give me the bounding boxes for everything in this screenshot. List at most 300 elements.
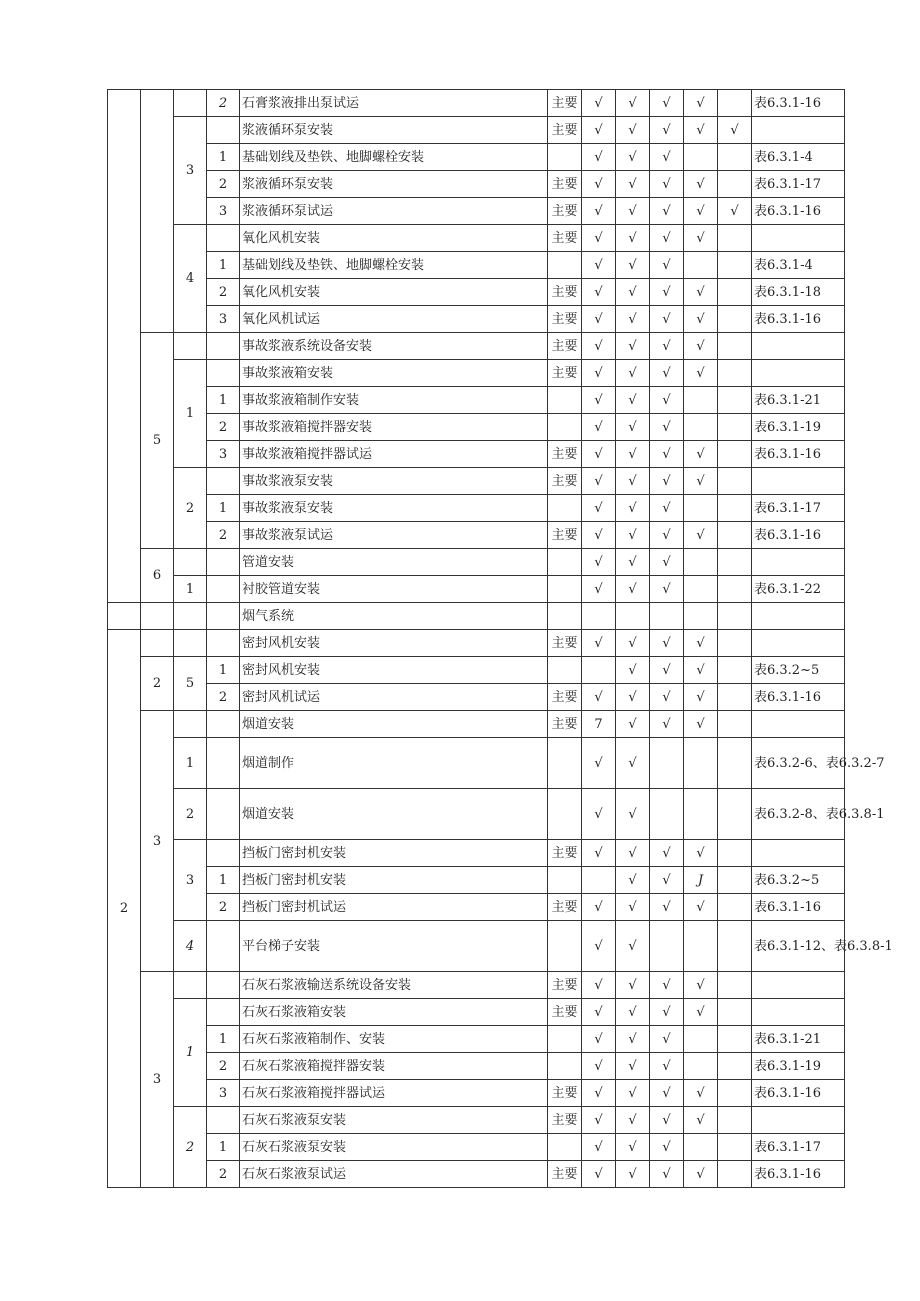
item-name: 事故浆液泵试运 [240, 522, 548, 549]
check-cell [718, 468, 752, 495]
check-cell: √ [616, 360, 650, 387]
check-cell: √ [684, 684, 718, 711]
check-cell [718, 522, 752, 549]
level3-cell: 1 [174, 360, 207, 468]
level3-cell [174, 630, 207, 657]
table-row [108, 279, 845, 306]
item-name: 氧化风机试运 [240, 306, 548, 333]
check-cell: √ [684, 1107, 718, 1134]
table-row [108, 738, 845, 789]
level3-cell: 2 [174, 468, 207, 549]
table-row [108, 1053, 845, 1080]
ref-cell: 表6.3.1-19 [752, 414, 845, 441]
grade-cell: 主要 [548, 522, 582, 549]
item-name: 事故浆液泵安装 [240, 468, 548, 495]
check-cell: √ [582, 684, 616, 711]
grade-cell: 主要 [548, 279, 582, 306]
check-cell: √ [650, 840, 684, 867]
item-name: 衬胶管道安装 [240, 576, 548, 603]
level3-cell [174, 549, 207, 576]
check-cell [718, 1080, 752, 1107]
check-cell [718, 333, 752, 360]
check-cell: √ [718, 117, 752, 144]
check-cell: √ [650, 630, 684, 657]
check-cell [718, 387, 752, 414]
check-cell: √ [718, 198, 752, 225]
check-cell: √ [684, 225, 718, 252]
level4-cell: 1 [207, 387, 240, 414]
ref-cell [752, 225, 845, 252]
check-cell: √ [582, 360, 616, 387]
grade-cell: 主要 [548, 972, 582, 999]
level3-cell: 3 [174, 117, 207, 225]
check-cell: √ [684, 171, 718, 198]
check-cell [718, 603, 752, 630]
grade-cell [548, 867, 582, 894]
check-cell: √ [582, 117, 616, 144]
check-cell: √ [684, 1080, 718, 1107]
check-cell [718, 1161, 752, 1188]
check-cell: J [684, 867, 718, 894]
check-cell: √ [582, 522, 616, 549]
check-cell: √ [650, 306, 684, 333]
check-cell: √ [582, 1026, 616, 1053]
check-cell [684, 576, 718, 603]
level2-cell: 3 [141, 972, 174, 1188]
ref-cell: 表6.3.1-22 [752, 576, 845, 603]
ref-cell [752, 840, 845, 867]
ref-cell: 表6.3.1-19 [752, 1053, 845, 1080]
table-row [108, 972, 845, 999]
level3-cell: 1 [174, 576, 207, 603]
table-row [108, 171, 845, 198]
check-cell: √ [616, 1107, 650, 1134]
table-row [108, 495, 845, 522]
table-row [108, 840, 845, 867]
check-cell [718, 1026, 752, 1053]
level4-cell: 1 [207, 144, 240, 171]
check-cell: √ [582, 279, 616, 306]
grade-cell: 主要 [548, 840, 582, 867]
check-cell: √ [650, 90, 684, 117]
check-cell: √ [616, 789, 650, 840]
check-cell [650, 603, 684, 630]
check-cell: √ [616, 306, 650, 333]
check-cell: √ [684, 441, 718, 468]
ref-cell: 表6.3.1-12、表6.3.8-1 [752, 921, 845, 972]
item-name: 事故浆液箱搅拌器安装 [240, 414, 548, 441]
ref-cell: 表6.3.1-4 [752, 144, 845, 171]
check-cell: √ [616, 1134, 650, 1161]
ref-cell: 表6.3.2~5 [752, 867, 845, 894]
check-cell: √ [582, 549, 616, 576]
check-cell: √ [650, 549, 684, 576]
check-cell [650, 921, 684, 972]
check-cell: √ [616, 144, 650, 171]
check-cell: √ [616, 867, 650, 894]
check-cell: √ [650, 972, 684, 999]
check-cell [718, 921, 752, 972]
check-cell: √ [616, 576, 650, 603]
level3-cell [174, 972, 207, 999]
item-name: 挡板门密封机试运 [240, 894, 548, 921]
check-cell [582, 603, 616, 630]
check-cell [718, 549, 752, 576]
check-cell: √ [650, 360, 684, 387]
check-cell: √ [616, 468, 650, 495]
check-cell: √ [582, 972, 616, 999]
item-name: 石灰石浆液泵安装 [240, 1134, 548, 1161]
check-cell: √ [582, 921, 616, 972]
check-cell [718, 972, 752, 999]
grade-cell: 主要 [548, 117, 582, 144]
level4-cell: 2 [207, 90, 240, 117]
ref-cell: 表6.3.1-18 [752, 279, 845, 306]
check-cell: √ [582, 1080, 616, 1107]
item-name: 事故浆液泵安装 [240, 495, 548, 522]
level3-cell: 1 [174, 999, 207, 1107]
check-cell: √ [582, 1134, 616, 1161]
level4-cell [207, 921, 240, 972]
level4-cell: 3 [207, 198, 240, 225]
check-cell: √ [582, 495, 616, 522]
ref-cell: 表6.3.1-16 [752, 441, 845, 468]
check-cell: √ [650, 1134, 684, 1161]
check-cell: √ [650, 441, 684, 468]
check-cell [684, 549, 718, 576]
grade-cell: 主要 [548, 468, 582, 495]
check-cell: √ [616, 684, 650, 711]
item-name: 石灰石浆液箱安装 [240, 999, 548, 1026]
item-name: 浆液循环泵安装 [240, 171, 548, 198]
grade-cell: 主要 [548, 1161, 582, 1188]
check-cell: √ [582, 1161, 616, 1188]
level4-cell: 2 [207, 684, 240, 711]
level2-cell [141, 90, 174, 333]
check-cell: √ [650, 279, 684, 306]
level4-cell: 2 [207, 171, 240, 198]
table-row [108, 387, 845, 414]
table-row [108, 549, 845, 576]
item-name: 氧化风机安装 [240, 279, 548, 306]
check-cell: √ [616, 738, 650, 789]
item-name: 烟道安装 [240, 789, 548, 840]
check-cell: √ [616, 972, 650, 999]
level4-cell [207, 576, 240, 603]
check-cell [684, 144, 718, 171]
check-cell: √ [616, 90, 650, 117]
check-cell: √ [650, 576, 684, 603]
check-cell: √ [650, 1107, 684, 1134]
check-cell: √ [616, 441, 650, 468]
grade-cell: 主要 [548, 90, 582, 117]
level2-cell [141, 603, 174, 630]
grade-cell [548, 657, 582, 684]
check-cell: √ [616, 711, 650, 738]
level4-cell [207, 789, 240, 840]
check-cell: √ [616, 414, 650, 441]
item-name: 挡板门密封机安装 [240, 840, 548, 867]
item-name: 密封风机试运 [240, 684, 548, 711]
grade-cell [548, 576, 582, 603]
grade-cell: 主要 [548, 333, 582, 360]
item-name: 事故浆液箱搅拌器试运 [240, 441, 548, 468]
level1-cell [108, 603, 141, 630]
ref-cell [752, 711, 845, 738]
check-cell: √ [582, 144, 616, 171]
item-name: 氧化风机安装 [240, 225, 548, 252]
grade-cell: 主要 [548, 1107, 582, 1134]
item-name: 烟道安装 [240, 711, 548, 738]
check-cell: √ [650, 171, 684, 198]
check-cell: √ [650, 225, 684, 252]
check-cell: √ [616, 630, 650, 657]
check-cell [650, 789, 684, 840]
grade-cell [548, 1134, 582, 1161]
table-row [108, 894, 845, 921]
check-cell: √ [582, 630, 616, 657]
check-cell: √ [616, 117, 650, 144]
ref-cell [752, 333, 845, 360]
check-cell: √ [582, 171, 616, 198]
check-cell: √ [616, 387, 650, 414]
table-row [108, 1080, 845, 1107]
level4-cell: 2 [207, 1161, 240, 1188]
check-cell: √ [650, 252, 684, 279]
grade-cell: 主要 [548, 198, 582, 225]
check-cell: √ [650, 1026, 684, 1053]
check-cell: √ [582, 90, 616, 117]
check-cell: √ [616, 252, 650, 279]
table-row [108, 684, 845, 711]
table-row [108, 921, 845, 972]
level3-cell: 3 [174, 840, 207, 921]
check-cell: √ [650, 657, 684, 684]
check-cell [718, 414, 752, 441]
check-cell: √ [684, 999, 718, 1026]
check-cell [718, 999, 752, 1026]
table-row [108, 468, 845, 495]
level4-cell [207, 1107, 240, 1134]
check-cell [718, 171, 752, 198]
check-cell [684, 495, 718, 522]
table-row [108, 603, 845, 630]
check-cell: √ [650, 1080, 684, 1107]
check-cell: √ [650, 387, 684, 414]
check-cell: √ [684, 468, 718, 495]
check-cell [718, 1134, 752, 1161]
level3-cell: 4 [174, 921, 207, 972]
check-cell: √ [684, 1161, 718, 1188]
grade-cell: 主要 [548, 630, 582, 657]
check-cell: √ [650, 711, 684, 738]
check-cell: √ [650, 144, 684, 171]
ref-cell: 表6.3.1-17 [752, 1134, 845, 1161]
grade-cell: 主要 [548, 225, 582, 252]
check-cell [718, 495, 752, 522]
grade-cell [548, 738, 582, 789]
check-cell [684, 414, 718, 441]
grade-cell [548, 921, 582, 972]
check-cell [718, 306, 752, 333]
level4-cell [207, 711, 240, 738]
grade-cell [548, 144, 582, 171]
item-name: 石灰石浆液箱搅拌器安装 [240, 1053, 548, 1080]
level4-cell [207, 360, 240, 387]
item-name: 事故浆液系统设备安装 [240, 333, 548, 360]
level4-cell: 2 [207, 894, 240, 921]
grade-cell [548, 1053, 582, 1080]
table-row [108, 414, 845, 441]
check-cell [718, 657, 752, 684]
check-cell: √ [684, 630, 718, 657]
check-cell: √ [684, 657, 718, 684]
check-cell: √ [684, 279, 718, 306]
ref-cell: 表6.3.1-17 [752, 171, 845, 198]
check-cell: √ [616, 1053, 650, 1080]
ref-cell [752, 972, 845, 999]
check-cell: √ [650, 1053, 684, 1080]
check-cell: √ [582, 252, 616, 279]
check-cell [718, 360, 752, 387]
check-cell [718, 738, 752, 789]
ref-cell [752, 360, 845, 387]
ref-cell: 表6.3.1-16 [752, 90, 845, 117]
check-cell: √ [582, 738, 616, 789]
check-cell: √ [582, 225, 616, 252]
grade-cell: 主要 [548, 684, 582, 711]
check-cell: √ [650, 117, 684, 144]
level3-cell [174, 711, 207, 738]
check-cell: √ [684, 522, 718, 549]
level4-cell: 2 [207, 279, 240, 306]
grade-cell: 主要 [548, 1080, 582, 1107]
grade-cell [548, 495, 582, 522]
check-cell [718, 90, 752, 117]
grade-cell [548, 603, 582, 630]
grade-cell: 主要 [548, 306, 582, 333]
check-cell: √ [616, 921, 650, 972]
ref-cell: 表6.3.2~5 [752, 657, 845, 684]
check-cell: √ [650, 1161, 684, 1188]
level4-cell: 1 [207, 657, 240, 684]
check-cell [718, 630, 752, 657]
grade-cell: 主要 [548, 441, 582, 468]
ref-cell [752, 468, 845, 495]
check-cell: √ [582, 333, 616, 360]
ref-cell: 表6.3.2-8、表6.3.8-1 [752, 789, 845, 840]
level4-cell [207, 117, 240, 144]
check-cell [684, 603, 718, 630]
ref-cell: 表6.3.1-16 [752, 684, 845, 711]
check-cell: √ [684, 840, 718, 867]
table-row [108, 657, 845, 684]
level4-cell [207, 603, 240, 630]
table-row [108, 999, 845, 1026]
check-cell: √ [582, 999, 616, 1026]
check-cell: √ [582, 198, 616, 225]
check-cell: √ [582, 306, 616, 333]
level4-cell: 1 [207, 1026, 240, 1053]
ref-cell: 表6.3.1-16 [752, 522, 845, 549]
check-cell: √ [616, 840, 650, 867]
check-cell: √ [650, 867, 684, 894]
ref-cell: 表6.3.2-6、表6.3.2-7 [752, 738, 845, 789]
check-cell [582, 657, 616, 684]
check-cell: √ [582, 441, 616, 468]
table-row [108, 225, 845, 252]
check-cell [718, 279, 752, 306]
check-cell: √ [650, 522, 684, 549]
item-name: 石灰石浆液泵安装 [240, 1107, 548, 1134]
table-row [108, 522, 845, 549]
level4-cell [207, 468, 240, 495]
table-row [108, 90, 845, 117]
check-cell [718, 144, 752, 171]
grade-cell [548, 414, 582, 441]
table-row [108, 1161, 845, 1188]
table-row [108, 1026, 845, 1053]
level4-cell [207, 549, 240, 576]
check-cell [684, 252, 718, 279]
table-row [108, 630, 845, 657]
item-name: 事故浆液箱制作安装 [240, 387, 548, 414]
check-cell: √ [582, 387, 616, 414]
level4-cell [207, 225, 240, 252]
check-cell [684, 1026, 718, 1053]
grade-cell: 主要 [548, 894, 582, 921]
check-cell: √ [650, 333, 684, 360]
check-cell [582, 867, 616, 894]
item-name: 石灰石浆液输送系统设备安装 [240, 972, 548, 999]
check-cell: √ [582, 414, 616, 441]
ref-cell: 表6.3.1-16 [752, 1161, 845, 1188]
ref-cell [752, 549, 845, 576]
table-row [108, 252, 845, 279]
table-row [108, 441, 845, 468]
item-name: 石灰石浆液泵试运 [240, 1161, 548, 1188]
level4-cell [207, 972, 240, 999]
check-cell: 7 [582, 711, 616, 738]
level4-cell [207, 840, 240, 867]
item-name: 石灰石浆液箱搅拌器试运 [240, 1080, 548, 1107]
ref-cell: 表6.3.1-16 [752, 1080, 845, 1107]
item-name: 烟气系统 [240, 603, 548, 630]
check-cell [684, 1053, 718, 1080]
check-cell: √ [616, 1026, 650, 1053]
check-cell: √ [616, 333, 650, 360]
table-row [108, 789, 845, 840]
check-cell: √ [650, 198, 684, 225]
table-row [108, 711, 845, 738]
level4-cell [207, 630, 240, 657]
check-cell [718, 684, 752, 711]
check-cell: √ [582, 1053, 616, 1080]
ref-cell [752, 1107, 845, 1134]
level3-cell [174, 603, 207, 630]
ref-cell: 表6.3.1-16 [752, 198, 845, 225]
level4-cell [207, 999, 240, 1026]
check-cell [684, 1134, 718, 1161]
level4-cell: 3 [207, 1080, 240, 1107]
check-cell [718, 840, 752, 867]
check-cell: √ [650, 894, 684, 921]
level4-cell: 1 [207, 495, 240, 522]
table-row [108, 867, 845, 894]
table-row [108, 1107, 845, 1134]
check-cell [718, 252, 752, 279]
check-cell: √ [650, 495, 684, 522]
